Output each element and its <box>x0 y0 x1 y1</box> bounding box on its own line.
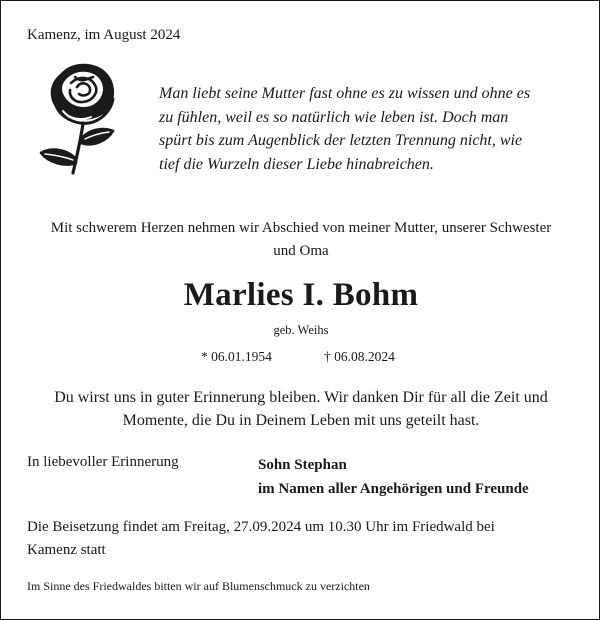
quote-line: spürt bis zum Augenblick der letzten Trennung nicht, wie <box>159 132 523 149</box>
memory-line: Momente, die Du in Deinem Leben mit uns geteilt hast. <box>122 412 480 429</box>
funeral-line: Kamenz statt <box>27 542 106 558</box>
birth-date: * 06.01.1954 <box>201 349 272 364</box>
funeral-line: Die Beisetzung findet am Freitag, 27.09.2024 um 10.30 Uhr im Friedwald bei <box>27 519 495 535</box>
memory-line: Du wirst uns in guter Erinnerung bleiben. Wir danken Dir für all die Zeit und <box>54 389 548 406</box>
intro-line: Mit schwerem Herzen nehmen wir Abschied von meiner Mutter, unserer Schwester <box>50 220 552 236</box>
quote-line: Man liebt seine Mutter fast ohne es zu wissen und ohne es <box>159 85 531 102</box>
memory-text <box>21 386 581 432</box>
death-date: † 06.08.2024 <box>324 349 395 364</box>
place-date: Kamenz, im August 2024 <box>27 27 181 43</box>
intro-line: und Oma <box>273 243 329 259</box>
quote-line: zu fühlen, weil es so natürlich wie leben ist. Doch man <box>159 108 509 126</box>
quote-line: tief die Wurzeln dieser Liebe hinabreichen. <box>159 155 434 173</box>
farewell-phrase: In liebevoller Erinnerung <box>27 454 179 470</box>
signer-line: im Namen aller Angehörigen und Freunde <box>258 481 529 497</box>
farewell-intro <box>21 217 581 263</box>
signer-line: Sohn Stephan <box>258 457 347 473</box>
flower-note: Im Sinne des Friedwaldes bitten wir auf Blumenschmuck zu verzichten <box>27 579 370 593</box>
rose-icon <box>33 59 133 177</box>
deceased-name: Marlies I. Bohm <box>183 277 419 313</box>
maiden-name: geb. Weihs <box>273 323 329 337</box>
signers <box>258 453 529 501</box>
funeral-info <box>27 516 587 562</box>
quote <box>159 82 579 176</box>
